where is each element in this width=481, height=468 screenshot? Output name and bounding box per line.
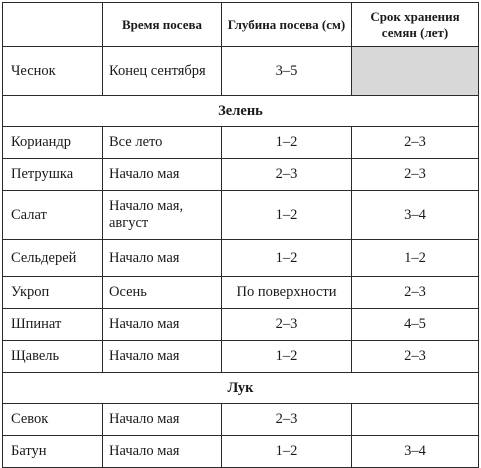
seed-storage (352, 47, 479, 96)
sowing-time: Начало мая, август (103, 191, 222, 240)
section-row (3, 373, 479, 404)
crop-name: Укроп (3, 277, 103, 309)
crop-name: Шпинат (3, 309, 103, 341)
sowing-depth: 1–2 (222, 341, 352, 373)
table-row (3, 127, 479, 159)
sowing-depth: 3–5 (222, 47, 352, 96)
sowing-depth: 1–2 (222, 436, 352, 468)
seed-storage: 4–5 (352, 309, 479, 341)
crop-name: Петрушка (3, 159, 103, 191)
section-title: Зелень (3, 96, 479, 127)
seed-storage: 1–2 (352, 240, 479, 277)
table-row (3, 240, 479, 277)
seed-storage: 3–4 (352, 191, 479, 240)
crop-name: Чеснок (3, 47, 103, 96)
section-title: Лук (3, 373, 479, 404)
crop-name: Севок (3, 404, 103, 436)
header-seed-storage: Срок хранения семян (лет) (352, 3, 479, 47)
header-empty (3, 3, 103, 47)
sowing-time: Начало мая (103, 159, 222, 191)
table-row (3, 159, 479, 191)
sowing-time: Начало мая (103, 404, 222, 436)
seed-storage: 2–3 (352, 159, 479, 191)
seed-storage (352, 404, 479, 436)
seed-storage: 2–3 (352, 127, 479, 159)
sowing-time: Начало мая (103, 341, 222, 373)
seed-storage: 2–3 (352, 277, 479, 309)
table-row (3, 47, 479, 96)
crop-name: Щавель (3, 341, 103, 373)
sowing-depth: 2–3 (222, 404, 352, 436)
sowing-depth: По поверхности (222, 277, 352, 309)
table-row (3, 404, 479, 436)
sowing-depth: 1–2 (222, 191, 352, 240)
sowing-time: Начало мая (103, 436, 222, 468)
table-row (3, 341, 479, 373)
sowing-depth: 2–3 (222, 309, 352, 341)
seed-storage: 3–4 (352, 436, 479, 468)
crop-name: Сельдерей (3, 240, 103, 277)
sowing-time: Начало мая (103, 240, 222, 277)
crop-name: Кориандр (3, 127, 103, 159)
sowing-depth: 2–3 (222, 159, 352, 191)
sowing-depth: 1–2 (222, 127, 352, 159)
table-row (3, 191, 479, 240)
seed-storage: 2–3 (352, 341, 479, 373)
sowing-depth: 1–2 (222, 240, 352, 277)
table-row (3, 436, 479, 468)
sowing-table (2, 2, 479, 468)
sowing-time: Конец сентября (103, 47, 222, 96)
crop-name: Салат (3, 191, 103, 240)
header-sowing-depth: Глубина посева (см) (222, 3, 352, 47)
sowing-time: Начало мая (103, 309, 222, 341)
crop-name: Батун (3, 436, 103, 468)
table-row (3, 309, 479, 341)
header-sowing-time: Время посева (103, 3, 222, 47)
header-row (3, 3, 479, 47)
section-row (3, 96, 479, 127)
sowing-time: Все лето (103, 127, 222, 159)
table-row (3, 277, 479, 309)
sowing-time: Осень (103, 277, 222, 309)
